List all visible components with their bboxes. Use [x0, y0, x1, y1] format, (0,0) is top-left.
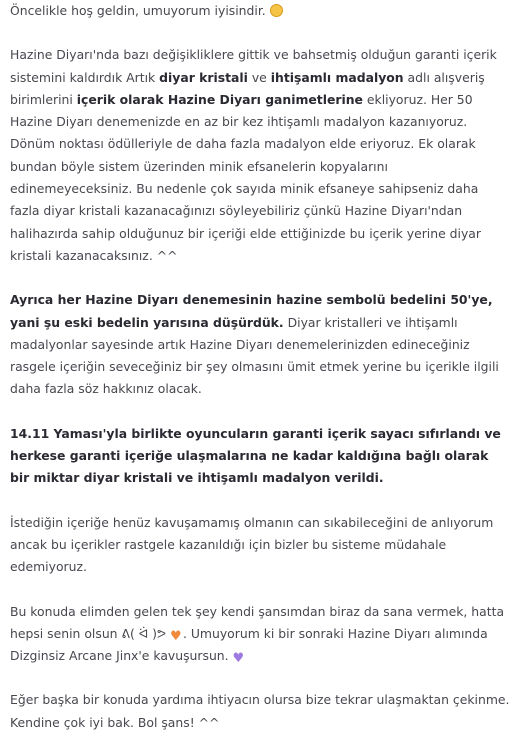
message-paragraph: [10, 44, 511, 267]
text: adlı alışveriş birimlerini: [10, 69, 485, 107]
text: ᕕ( ᐛ )ᕗ: [121, 625, 167, 641]
text: ekliyoruz. Her 50 Hazine Diyarı denemenizde en az bir kez ihtişamlı madalyon kazanıyoruz. Dönüm noktası ödülleriyle de daha fazla madalyon elde eriyoruz. Ek olarak bundan böyle sistem üzerinden minik efsanelerin kopyalarını edinemeyeceksiniz. Bu nedenle çok sayıda minik efsaneye sahipseniz daha fazla diyar kristali kazanacağınızı söyleyebiliriz çünkü Hazine Diyarı'ndan halihazırda sahip olduğunuz bir içeriği elde ettiğinizde bu içerik yerine diyar kristali kazanacaksınız. ^^: [10, 91, 481, 263]
text: Hazine Diyarı'nda bazı değişikliklere gittik ve bahsetmiş olduğun garanti içerik sistemini kaldırdık Artık: [10, 47, 497, 85]
message-paragraph: [10, 512, 511, 579]
bold-text: içerik olarak Hazine Diyarı ganimetlerine: [76, 91, 363, 107]
purple-heart-icon: ♥: [232, 651, 245, 667]
message-paragraph: [10, 0, 511, 22]
message-paragraph: [10, 289, 511, 400]
bold-text: diyar kristali: [159, 69, 248, 85]
text: Eğer başka bir konuda yardıma ihtiyacın olursa bize tekrar ulaşmaktan çekinme. Kendine çok iyi bak. Bol şans! ^^: [10, 692, 510, 730]
text: Bu konuda elimden gelen tek şey kendi şansımdan biraz da sana vermek, hatta hepsi senin olsun: [10, 603, 505, 641]
text: ve: [247, 69, 271, 85]
text: Öncelikle hoş geldin, umuyorum iyisindir.: [10, 3, 270, 18]
message-paragraph: [10, 689, 511, 734]
text: . Umuyorum ki bir sonraki Hazine Diyarı alımında Dizginsiz Arcane Jinx'e kavuşursun.: [10, 625, 488, 664]
text: Diyar kristalleri ve ihtişamlı madalyonlar sayesinde artık Hazine Diyarı denemelerinizden edineceğiniz rasgele içeriğin seveceğiniz bir şey olmasını ümit etmek yerine bu içerikle ilgili daha fazla söz hakkınız olacak.: [10, 314, 499, 397]
message-paragraph: [10, 601, 511, 668]
bold-text: 14.11 Yaması'yla birlikte oyuncuların garanti içerik sayacı sıfırlandı ve herkese garanti içeriğe ulaşmalarına ne kadar kaldığına bağlı olarak bir miktar diyar kristali ve ihtişamlı madalyon verildi.: [10, 425, 501, 486]
smiling-face-icon: [270, 4, 283, 17]
bold-text: Ayrıca her Hazine Diyarı denemesinin hazine sembolü bedelini 50'ye, yani şu eski bedelin yarısına düşürdük.: [10, 292, 493, 330]
orange-heart-icon: ♥: [169, 628, 182, 644]
message-paragraph: [10, 423, 511, 490]
text: İstediğin içeriğe henüz kavuşamamış olmanın can sıkabileceğini de anlıyorum ancak bu içerikler rastgele kazanıldığı için bizler bu sisteme müdahale edemiyoruz.: [10, 514, 494, 575]
bold-text: ihtişamlı madalyon: [270, 69, 404, 85]
